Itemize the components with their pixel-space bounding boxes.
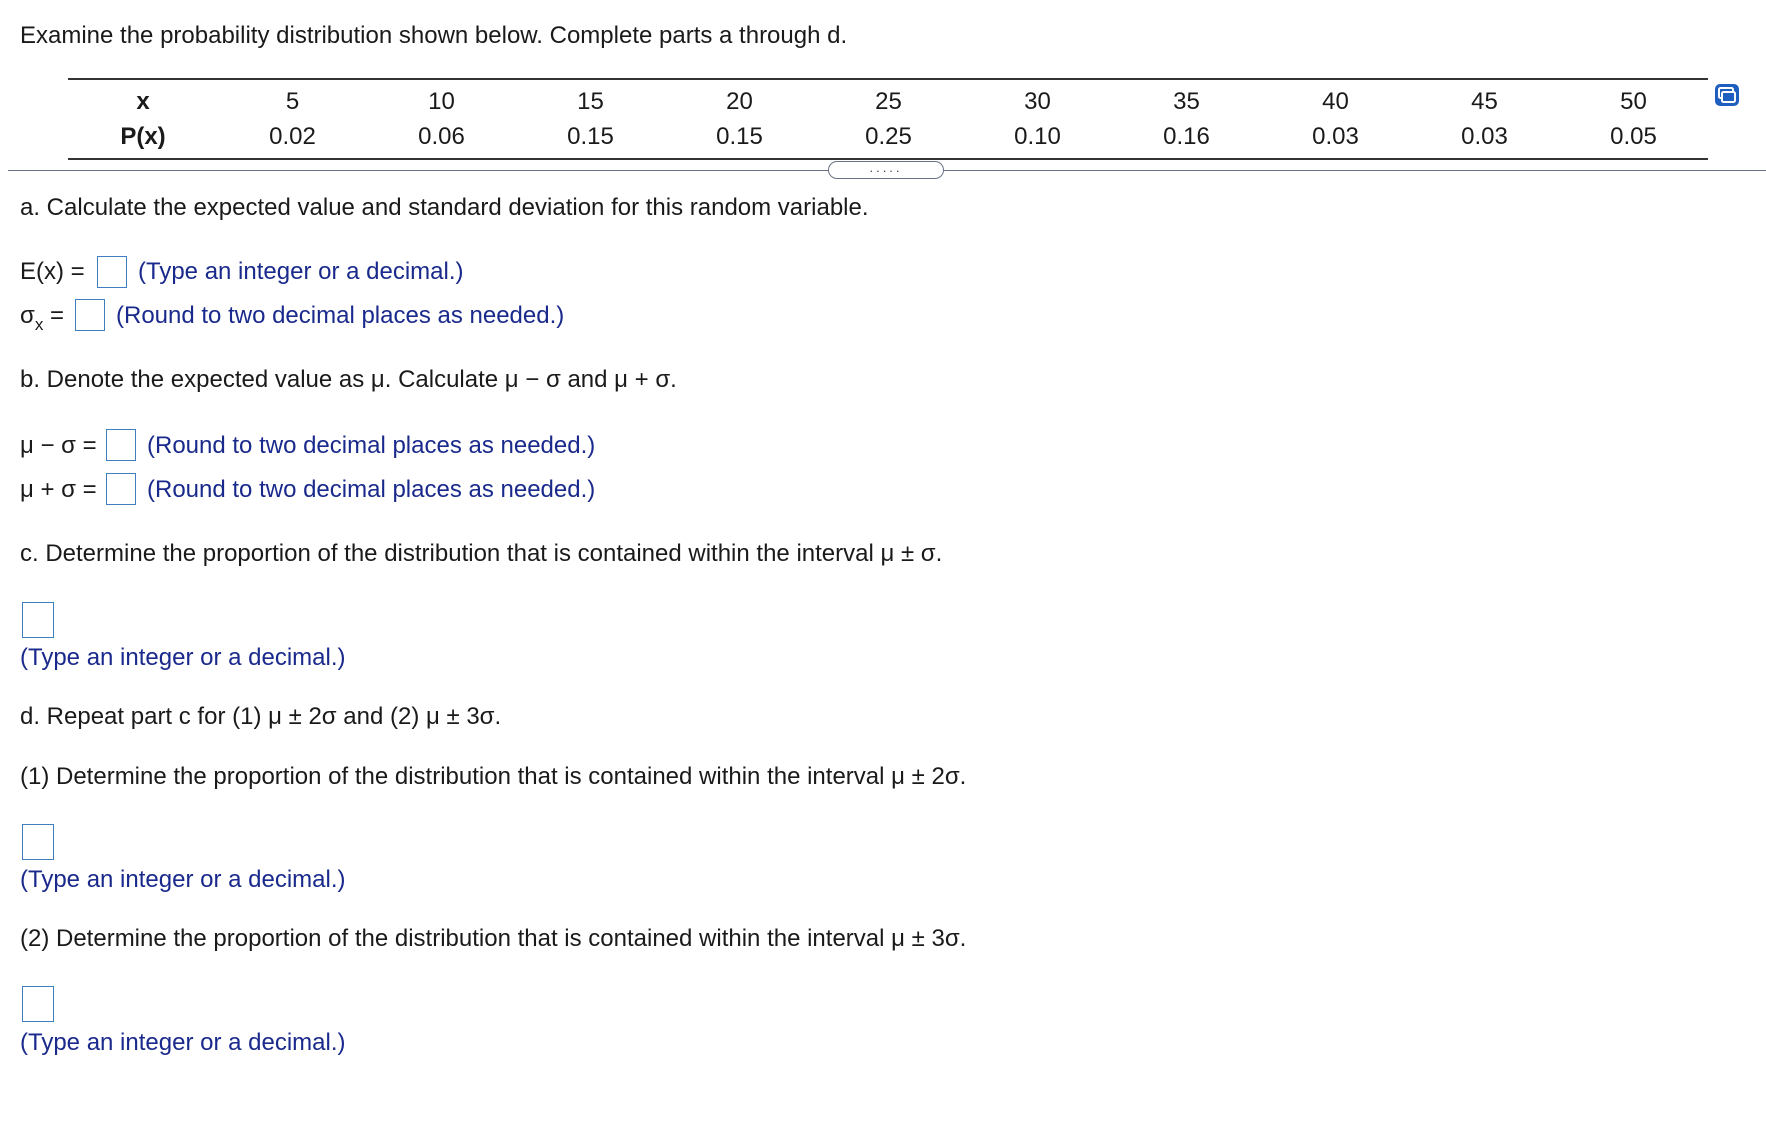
p-value: 0.16: [1112, 120, 1261, 159]
intro-text: Examine the probability distribution shown below. Complete parts a through d.: [20, 22, 848, 49]
mu-plus-sigma-hint: (Round to two decimal places as needed.): [147, 476, 596, 503]
x-value: 5: [218, 79, 367, 120]
p-value: 0.15: [516, 120, 665, 159]
mu-minus-sigma-hint: (Round to two decimal places as needed.): [147, 432, 596, 459]
x-value: 40: [1261, 79, 1410, 120]
sigma-label: [20, 302, 64, 334]
x-value: 15: [516, 79, 665, 120]
distribution-table: [68, 78, 1708, 160]
sigma-symbol: σ: [20, 302, 35, 329]
p-value: 0.05: [1559, 120, 1708, 159]
x-header: x: [68, 79, 218, 120]
p-value: 0.03: [1261, 120, 1410, 159]
mu-plus-sigma-label: μ + σ =: [20, 476, 97, 503]
p-header: P(x): [68, 120, 218, 159]
mu-plus-sigma-input[interactable]: [106, 473, 136, 505]
x-value: 25: [814, 79, 963, 120]
std-dev-input[interactable]: [75, 299, 105, 331]
sigma-subscript: x: [34, 315, 44, 334]
part-d2-hint: (Type an integer or a decimal.): [20, 1029, 346, 1056]
p-value: 0.03: [1410, 120, 1559, 159]
copy-table-icon[interactable]: [1714, 83, 1740, 107]
p-row: [68, 120, 1708, 159]
p-value: 0.10: [963, 120, 1112, 159]
ex-hint: (Type an integer or a decimal.): [138, 258, 464, 285]
part-b-prompt: b. Denote the expected value as μ. Calculate μ − σ and μ + σ.: [20, 366, 677, 393]
part-c-hint: (Type an integer or a decimal.): [20, 644, 346, 671]
x-value: 50: [1559, 79, 1708, 120]
p-value: 0.06: [367, 120, 516, 159]
x-value: 45: [1410, 79, 1559, 120]
part-c-prompt: c. Determine the proportion of the distribution that is contained within the interval μ ± σ.: [20, 540, 943, 567]
part-a-prompt: a. Calculate the expected value and standard deviation for this random variable.: [20, 194, 869, 221]
proportion-1sigma-input[interactable]: [22, 602, 54, 638]
p-value: 0.02: [218, 120, 367, 159]
x-value: 20: [665, 79, 814, 120]
part-d2-prompt: (2) Determine the proportion of the distribution that is contained within the interval μ ± 3σ.: [20, 925, 967, 952]
proportion-2sigma-input[interactable]: [22, 824, 54, 860]
proportion-3sigma-input[interactable]: [22, 986, 54, 1022]
sigma-equals: =: [43, 302, 64, 329]
p-value: 0.25: [814, 120, 963, 159]
part-d1-prompt: (1) Determine the proportion of the distribution that is contained within the interval μ ± 2σ.: [20, 763, 967, 790]
part-d-prompt: d. Repeat part c for (1) μ ± 2σ and (2) μ ± 3σ.: [20, 703, 502, 730]
ex-label: E(x) =: [20, 258, 85, 285]
mu-minus-sigma-label: μ − σ =: [20, 432, 97, 459]
x-value: 35: [1112, 79, 1261, 120]
sigma-hint: (Round to two decimal places as needed.): [116, 302, 565, 329]
x-row: [68, 79, 1708, 120]
p-value: 0.15: [665, 120, 814, 159]
x-value: 30: [963, 79, 1112, 120]
part-d1-hint: (Type an integer or a decimal.): [20, 866, 346, 893]
mu-minus-sigma-input[interactable]: [106, 429, 136, 461]
expected-value-input[interactable]: [97, 256, 127, 288]
x-value: 10: [367, 79, 516, 120]
expand-toggle-button[interactable]: .....: [828, 161, 944, 179]
